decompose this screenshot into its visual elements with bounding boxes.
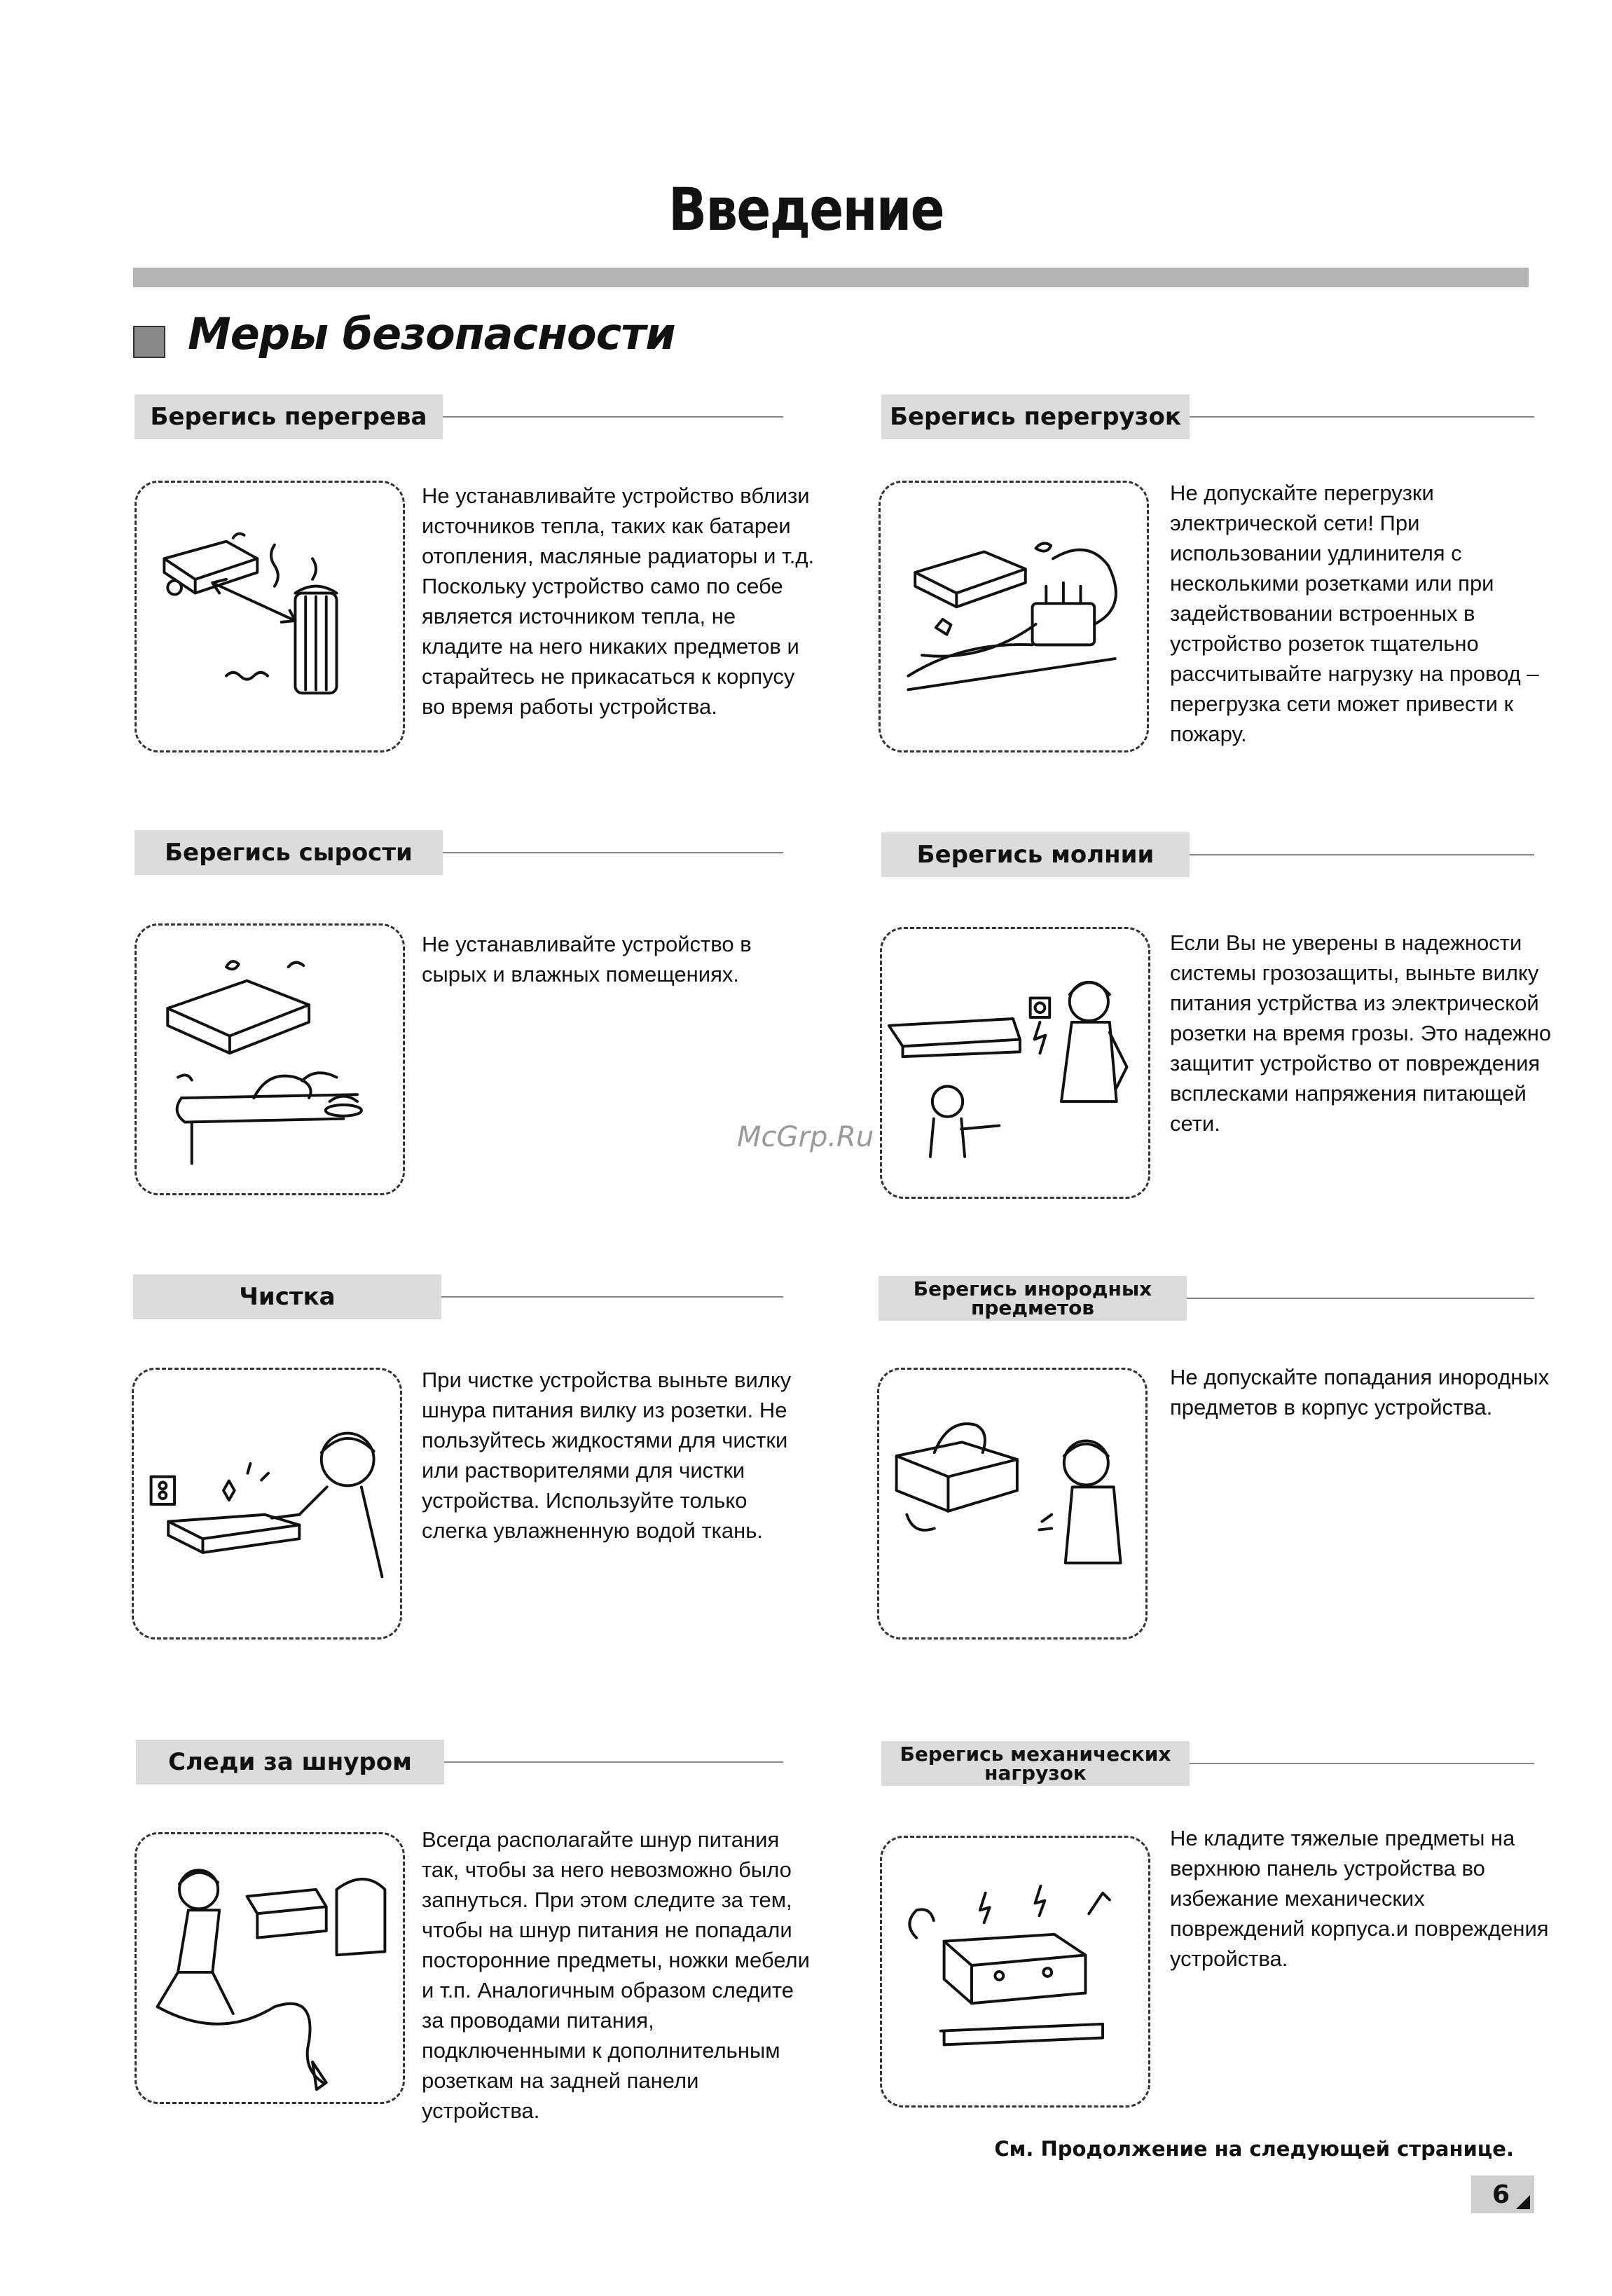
body-line: сырых и влажных помещениях. <box>422 962 739 987</box>
body-line: устройства. <box>1170 1946 1288 1971</box>
page-corner-icon <box>1516 2195 1530 2209</box>
foreign-objects-icon <box>877 1368 1148 1639</box>
body-line: питания устрйства из электрической <box>1170 991 1539 1015</box>
section-header-foreign-objects <box>879 1276 1534 1321</box>
section-header-label: Берегись сырости <box>135 830 443 875</box>
body-line: использовании удлинителя с <box>1170 541 1462 565</box>
body-line: запнуться. При этом следите за тем, <box>422 1888 792 1912</box>
page-number: 6 <box>1492 2180 1510 2209</box>
body-line: несколькими розетками или при <box>1170 571 1494 596</box>
body-line: кладите на него никаких предметов и <box>422 634 799 659</box>
body-line: Не допускайте перегрузки <box>1170 481 1434 505</box>
overload-icon <box>879 481 1149 752</box>
body-line: розеткам на задней панели <box>422 2068 699 2093</box>
body-line: так, чтобы за него невозможно было <box>422 1857 792 1882</box>
body-line: является источником тепла, не <box>422 604 736 628</box>
body-line: сети. <box>1170 1111 1220 1136</box>
body-line: защитит устройство от повреждения <box>1170 1051 1541 1075</box>
section-header-rule <box>1190 854 1534 855</box>
section-header-rule <box>443 416 783 418</box>
section-header-label: Берегись инородных предметов <box>879 1276 1187 1321</box>
body-line: подключенными к дополнительным <box>422 2038 780 2063</box>
cord-icon <box>135 1832 405 2104</box>
section-body-cord <box>422 1824 821 2126</box>
body-line: предметов в корпус устройства. <box>1170 1395 1493 1419</box>
body-line: во время работы устройства. <box>422 694 717 719</box>
body-line: Не устанавливайте устройство в <box>422 932 752 956</box>
body-line: избежание механических <box>1170 1886 1425 1911</box>
body-line: электрической сети! При <box>1170 511 1420 535</box>
body-line: системы грозозащиты, выньте вилку <box>1170 961 1539 985</box>
body-line: Не устанавливайте устройство вблизи <box>422 483 810 508</box>
title-divider <box>133 268 1529 287</box>
section-header-label: Берегись механических нагрузок <box>881 1741 1190 1786</box>
section-header-rule <box>1190 1763 1534 1764</box>
body-line: Не кладите тяжелые предметы на <box>1170 1826 1515 1850</box>
body-line: повреждений корпуса.и повреждения <box>1170 1916 1549 1941</box>
body-line: рассчитывайте нагрузку на провод – <box>1170 661 1539 686</box>
body-line: верхнюю панель устройства во <box>1170 1856 1485 1881</box>
body-line: отопления, масляные радиаторы и т.д. <box>422 544 815 568</box>
body-line: шнура питания вилку из розетки. Не <box>422 1398 787 1422</box>
body-line: Если Вы не уверены в надежности <box>1170 930 1522 955</box>
section-header-label: Берегись перегрева <box>135 394 443 439</box>
section-header-rule <box>444 1761 783 1763</box>
section-header-cleaning <box>133 1274 783 1319</box>
body-line: устройство розеток тщательно <box>1170 631 1479 656</box>
body-line: перегрузка сети может привести к <box>1170 692 1514 716</box>
body-line: устройства. <box>422 2098 540 2123</box>
section-header-overload <box>881 394 1534 439</box>
section-header-label: Берегись молнии <box>881 832 1190 877</box>
section-header-rule <box>443 852 783 853</box>
footer-note: См. Продолжение на следующей странице. <box>994 2137 1514 2161</box>
body-line: чтобы на шнур питания не попадали <box>422 1918 792 1942</box>
section-header-rule <box>1190 416 1534 418</box>
section-header-label: Чистка <box>133 1274 441 1319</box>
body-line: Всегда располагайте шнур питания <box>422 1827 780 1852</box>
moisture-icon <box>135 923 405 1195</box>
section-marker-icon <box>133 326 165 358</box>
section-body-mechanical-load <box>1170 1823 1569 1974</box>
body-line: устройства. Используйте только <box>422 1488 748 1513</box>
body-line: старайтесь не прикасаться к корпусу <box>422 664 795 689</box>
section-header-mechanical-load <box>881 1741 1534 1786</box>
body-line: и т.п. Аналогичным образом следите <box>422 1978 794 2002</box>
lightning-icon <box>880 927 1150 1199</box>
body-line: или растворителями для чистки <box>422 1458 745 1483</box>
section-body-moisture <box>422 929 821 989</box>
body-line: Не допускайте попадания инородных <box>1170 1365 1550 1389</box>
section-header-overheating <box>135 394 783 439</box>
page-number-badge <box>1471 2175 1534 2213</box>
mechanical-load-icon <box>880 1836 1150 2108</box>
body-line: за проводами питания, <box>422 2008 654 2033</box>
body-line: пожару. <box>1170 722 1247 746</box>
section-header-rule <box>1187 1298 1534 1299</box>
body-line: розетки на время грозы. Это надежно <box>1170 1021 1552 1045</box>
watermark: McGrp.Ru <box>737 1121 874 1153</box>
section-body-lightning <box>1170 928 1569 1139</box>
section-body-overload <box>1170 478 1569 749</box>
body-line: всплесками напряжения питающей <box>1170 1081 1527 1106</box>
section-body-foreign-objects <box>1170 1362 1569 1422</box>
section-header-lightning <box>881 832 1534 877</box>
section-header-rule <box>441 1296 783 1298</box>
body-line: слегка увлажненную водой ткань. <box>422 1518 764 1543</box>
body-line: пользуйтесь жидкостями для чистки <box>422 1428 788 1452</box>
section-header-moisture <box>135 830 783 875</box>
body-line: источников тепла, таких как батареи <box>422 514 791 538</box>
section-header-cord <box>136 1740 783 1785</box>
section-title: Меры безопасности <box>188 308 675 359</box>
body-line: Поскольку устройство само по себе <box>422 574 783 598</box>
section-body-overheating <box>422 481 821 722</box>
body-line: При чистке устройства выньте вилку <box>422 1368 792 1392</box>
body-line: посторонние предметы, ножки мебели <box>422 1948 810 1972</box>
section-header-label: Берегись перегрузок <box>881 394 1190 439</box>
heater-icon <box>135 481 405 752</box>
cleaning-icon <box>132 1368 402 1639</box>
section-header-label: Следи за шнуром <box>136 1740 444 1785</box>
body-line: задействовании встроенных в <box>1170 601 1475 626</box>
section-body-cleaning <box>422 1365 821 1546</box>
page-title: Введение <box>668 175 944 244</box>
